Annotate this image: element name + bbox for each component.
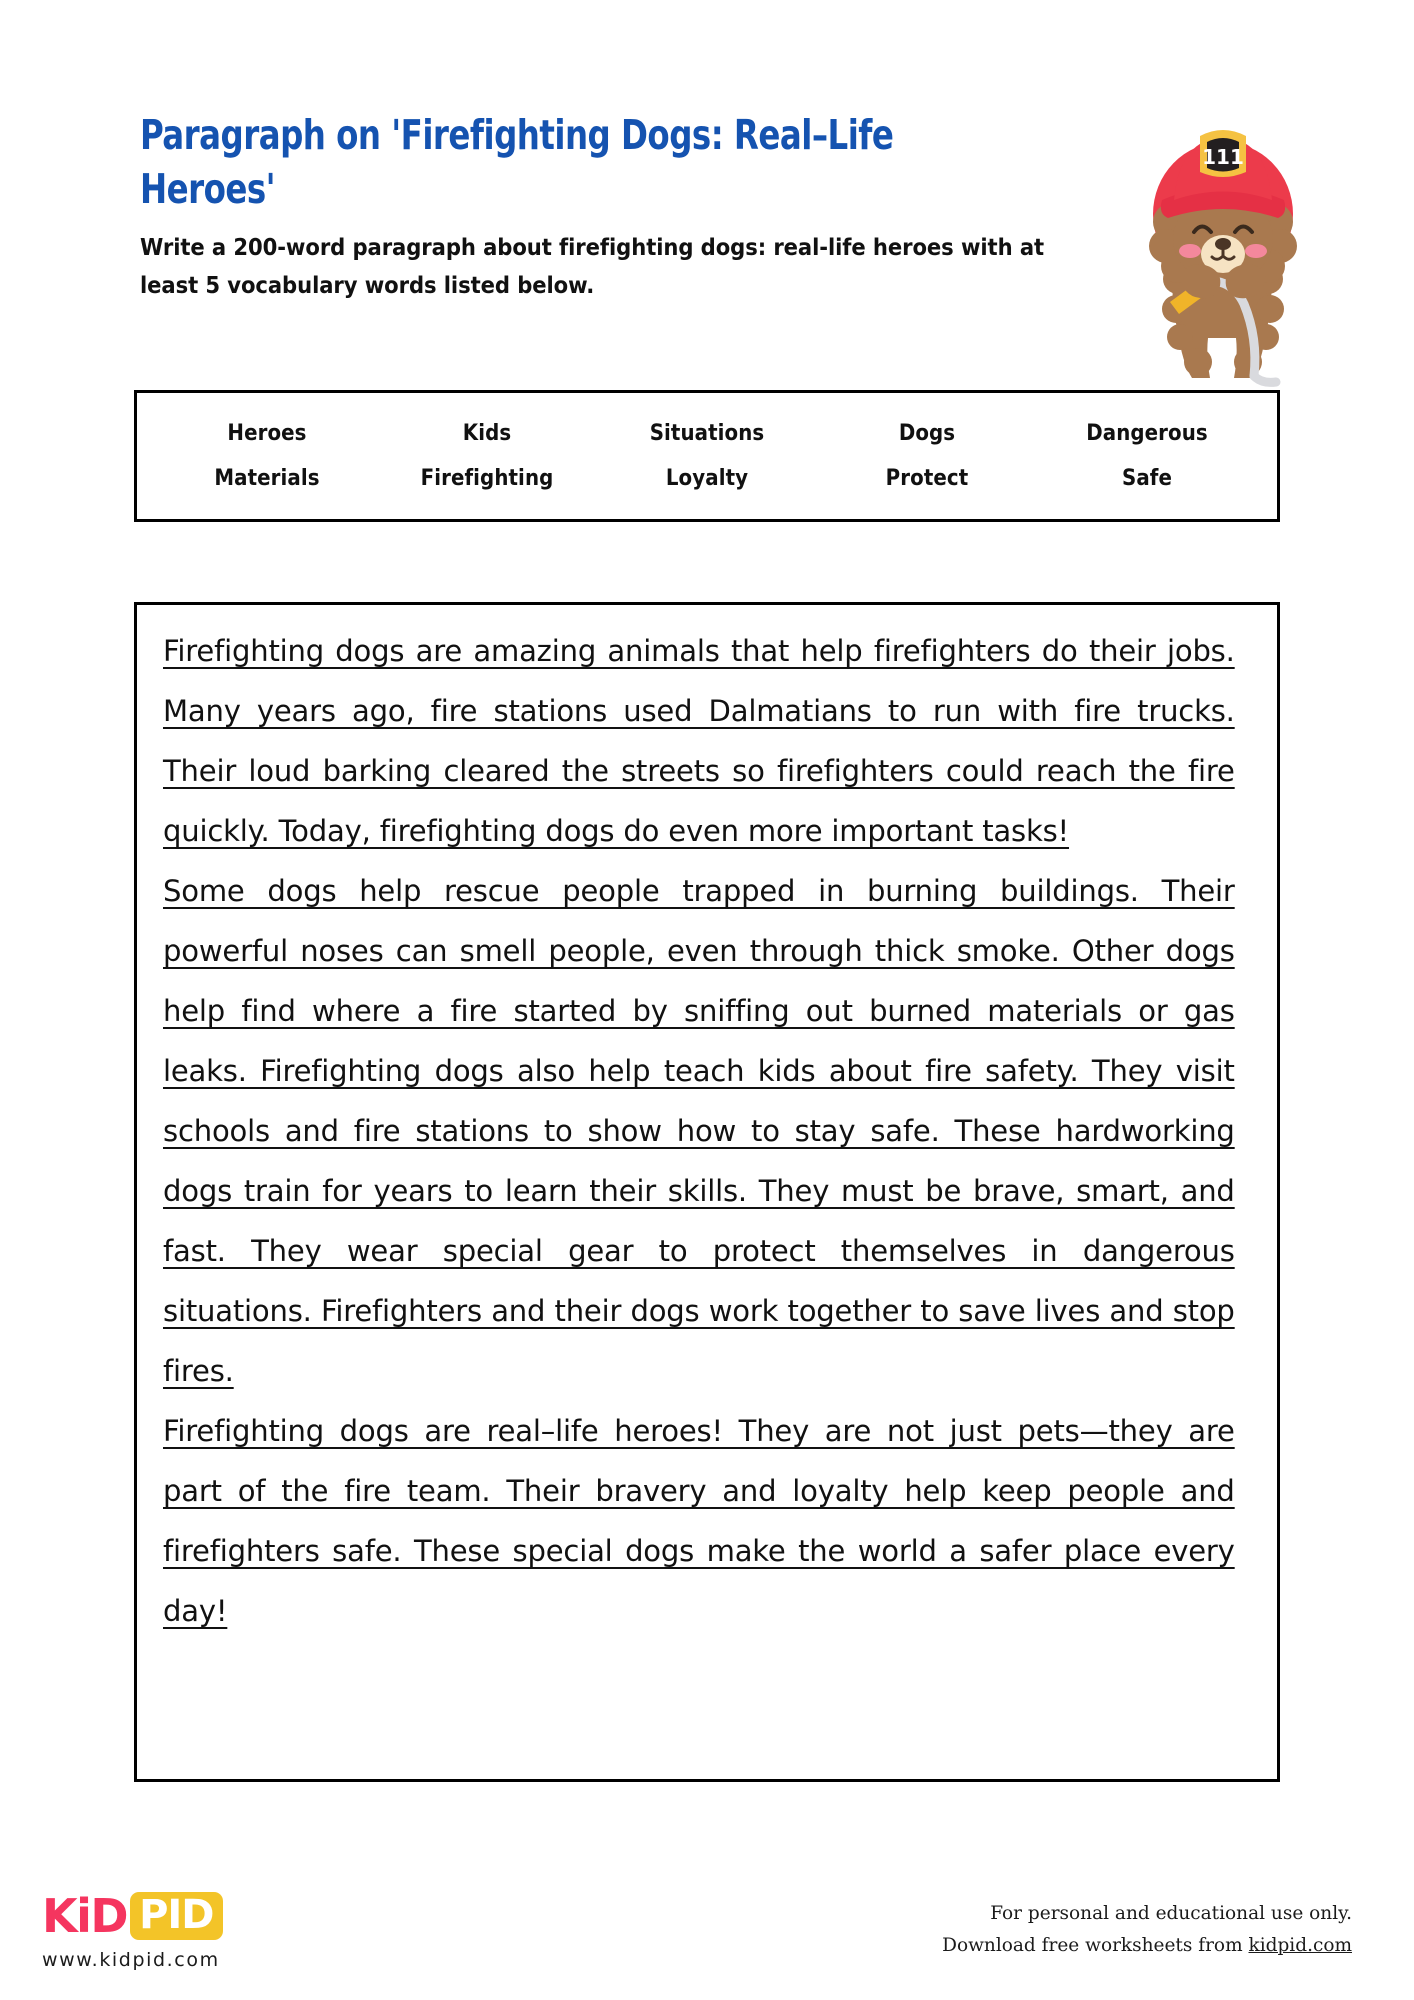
vocabulary-word: Materials [214,466,320,491]
vocabulary-word: Heroes [227,421,307,446]
logo-url-text: www.kidpid.com [42,1949,220,1971]
vocabulary-word: Loyalty [665,466,749,491]
worksheet-header [140,108,1140,304]
logo-pid-badge [130,1892,222,1940]
vocabulary-word: Situations [649,421,765,446]
logo-mark [42,1890,402,1942]
instructions-text: Write a 200-word paragraph about firefighting dogs: real-life heroes with at least 5 vocabulary words listed below. [140,233,1045,300]
vocabulary-row [137,466,1277,491]
logo-kid-text: KiD [42,1889,128,1943]
footer-note-prefix: Download free worksheets from [942,1935,1249,1957]
vocabulary-word: Safe [1121,466,1173,491]
footer-note-line-2 [942,1930,1352,1962]
kidpid-logo[interactable] [42,1890,402,1971]
vocabulary-row [137,421,1277,446]
helmet-number: 111 [1202,145,1244,169]
vocabulary-word: Firefighting [420,466,554,491]
logo-pid-text: PID [139,1892,214,1938]
kidpid-link[interactable]: kidpid.com [1248,1935,1352,1957]
vocabulary-word-box [134,390,1280,522]
vocabulary-word: Kids [462,421,512,446]
vocabulary-word: Dogs [898,421,956,446]
footer-note [942,1898,1352,1963]
vocabulary-word: Dangerous [1086,421,1208,446]
paragraph-1: Firefighting dogs are amazing animals that help firefighters do their jobs. Many years ago, fire stations used Dalmatians to run with fire trucks. Their loud barking cleared the streets so firefighters could reach the fire quickly. Today, firefighting dogs do even more important tasks! [163,634,1235,848]
firefighter-bear-mascot [1128,104,1318,394]
paragraph-3: Firefighting dogs are real–life heroes! They are not just pets—they are part of the fire team. Their bravery and loyalty help keep people and firefighters safe. These special dogs make the world a safer place every day! [163,1414,1235,1628]
paragraph-2: Some dogs help rescue people trapped in burning buildings. Their powerful noses can smell people, even through thick smoke. Other dogs help find where a fire started by sniffing out burned materials or gas leaks. Firefighting dogs also help teach kids about fire safety. They visit schools and fire stations to show how to stay safe. These hardworking dogs train for years to learn their skills. They must be brave, smart, and fast. They wear special gear to protect themselves in dangerous situations. Firefighters and their dogs work together to save lives and stop fires. [163,874,1235,1388]
footer-note-line-1: For personal and educational use only. [990,1903,1352,1924]
page-title: Paragraph on 'Firefighting Dogs: Real–Life Heroes' [140,111,894,214]
paragraph-answer-box[interactable] [134,602,1280,1782]
vocabulary-word: Protect [885,466,969,491]
